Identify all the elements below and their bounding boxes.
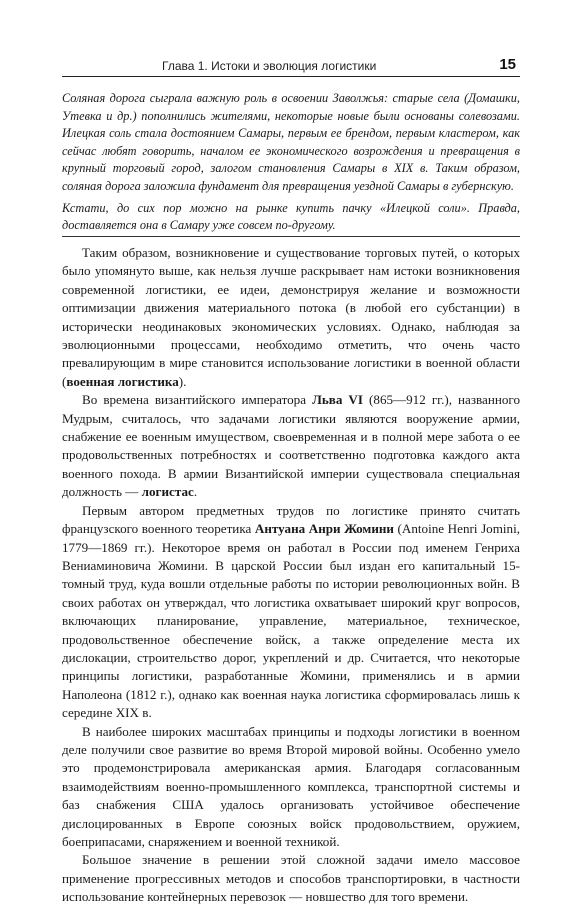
running-header	[62, 56, 520, 77]
body-paragraph: В наиболее широких масштабах принципы и подходы логистики в военном деле получили свое развитие во время Второй мировой войны. Особенно умело это продемонстрировала американская армия. Благодаря согласованным взаимодействиям военно-промышленного комплекса, транспортной системы и баз снабжения США удалось организовать устойчивое обеспечение дислоцированных в Европе союзных войск продовольствием, оружием, боеприпасами, снаряжением и военной техникой.	[62, 723, 520, 849]
bold-name: Льва VI	[312, 392, 363, 408]
body-paragraph: Во времена византийского императора Льва VI (865—912 гг.), названного Мудрым, считалось, что задачами логистики являются вооружение армии, снабжение ее военным имуществом, своевременная и в полной мере забота о ее продовольственных потребностях и соответственно подготовка каждого акта военного похода. В армии Византийской империи существовала специальная должность — логистас.	[62, 392, 520, 500]
bold-term: логистас	[141, 484, 194, 500]
inset-divider	[62, 236, 520, 237]
bold-term: военная логистика	[66, 373, 179, 389]
page-number: 15	[499, 56, 516, 73]
body-paragraph: Таким образом, возникновение и существование торговых путей, о которых было упомянуто выше, как нельзя лучше раскрывает нам истоки возникновения современной логистики, ее идеи, демонстрируя желание и возможности оптимизации движения материального потока (в любой его субстанции) в исторически неодинаковых экономических условиях. Однако, наблюдая за эволюционными процессами, необходимо отметить, что очень часто превалирующим в мире становится использование логистики в военной области (военная логистика).	[62, 245, 520, 389]
inset-paragraph: Соляная дорога сыграла важную роль в освоении Заволжья: старые села (Домашки, Утевка и др.) пополнились жителями, некоторые новые были основаны солевозами. Илецкая соль стала достоянием Самары, первым ее брендом, первым кластером, как сейчас любят говорить, началом ее экономического возрождения и превращения в крупный торговый город, залогом становления Самары в XIX в. Таким образом, соляная дорога заложила фундамент для превращения уездной Самары в губернскую.	[62, 91, 520, 193]
chapter-title: Глава 1. Истоки и эволюция логистики	[162, 59, 377, 73]
inset-paragraph: Кстати, до сих пор можно на рынке купить пачку «Илецкой соли». Правда, доставляется она в Самару уже совсем по-другому.	[62, 200, 520, 233]
bold-name: Антуана Анри Жомини	[254, 521, 394, 537]
italic-inset-block	[62, 90, 520, 235]
body-paragraph: Большое значение в решении этой сложной задачи имело массовое применение прогрессивных методов и способов транспортировки, в частности использование контейнерных перевозок — новшество для того времени.	[62, 852, 520, 905]
body-paragraph: Первым автором предметных трудов по логистике принято считать французского военного теоретика Антуана Анри Жомини (Antoine Henri Jomini, 1779—1869 гг.). Некоторое время он работал в России под именем Генриха Вениаминовича Жомини. В царской России был издан его капитальный 15-томный труд, куда вошли отдельные работы по истории революционных войн. В своих работах он утверждал, что логистика охватывает широкий круг вопросов, включающих планирование, управление, материальное, техническое, продовольственное обеспечение войск, а также определение места их дислокации, строительство дорог, укреплений и др. Считается, что некоторые принципы логистики, разработанные Жомини, применялись и в армии Наполеона (1812 г.), однако как военная наука логистика сформировалась лишь к середине XIX в.	[62, 502, 520, 721]
main-text	[62, 244, 520, 907]
